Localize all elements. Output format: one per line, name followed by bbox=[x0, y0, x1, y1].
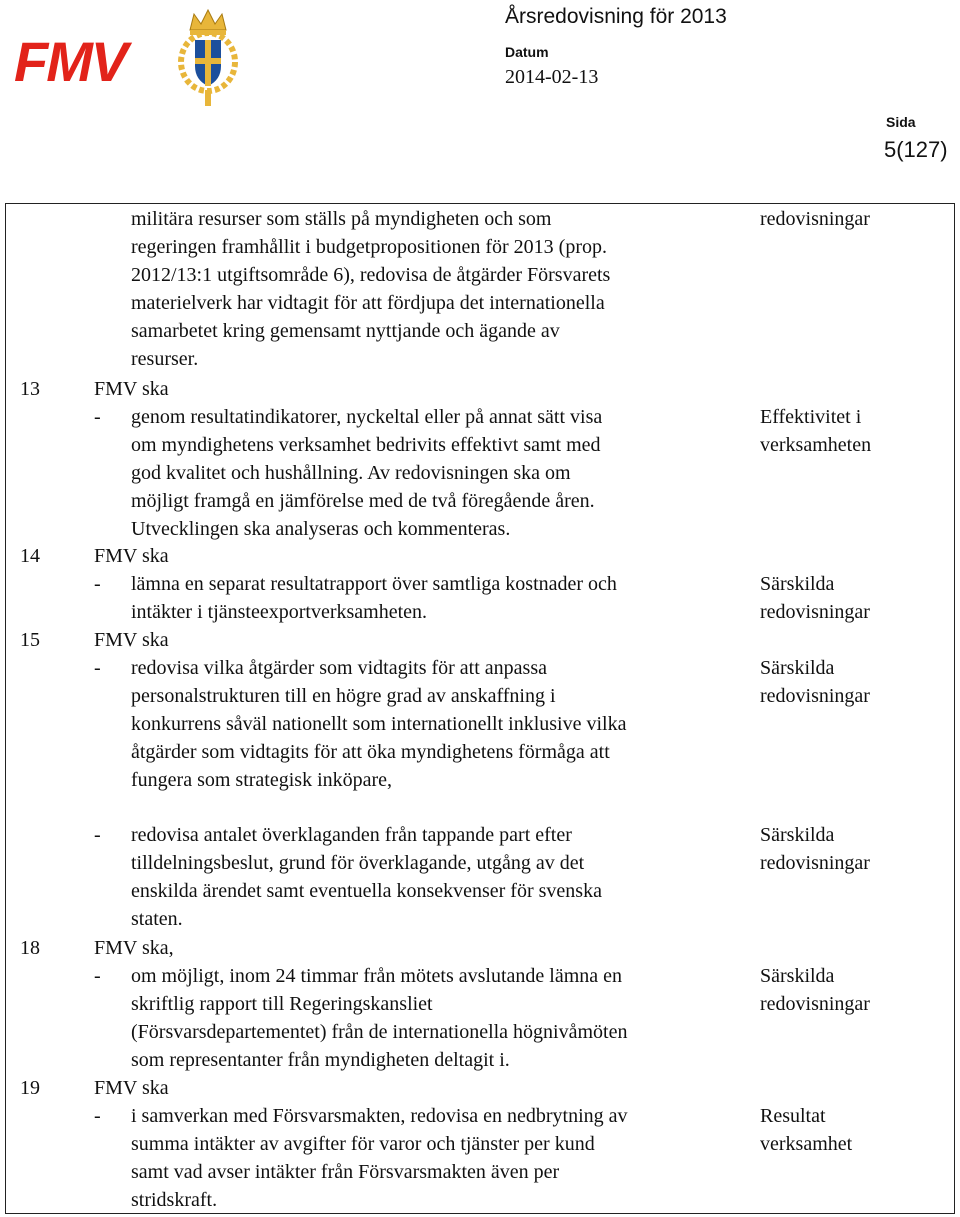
requirements-table bbox=[5, 203, 955, 1214]
requirement-text bbox=[94, 626, 744, 794]
report-category: Effektivitet i verksamheten bbox=[760, 406, 872, 456]
report-category: Resultat verksamhet bbox=[760, 1105, 853, 1155]
list-item: - i samverkan med Försvarsmakten, redovisa en nedbrytning av summa intäkter av avgifter för varor och tjänster per kund samt vad avser intäkter från Försvarsmakten även per stridskraft. bbox=[94, 1105, 628, 1211]
requirement-text bbox=[94, 934, 744, 1074]
list-item: - om möjligt, inom 24 timmar från mötets avslutande lämna en skriftlig rapport till Regeringskansliet (Försvarsdepartementet) från de internationella högnivåmöten som representanter från myndigheten deltagit i. bbox=[94, 965, 628, 1071]
crown-emblem-icon bbox=[178, 8, 238, 108]
document-title: Årsredovisning för 2013 bbox=[505, 5, 727, 28]
list-item: - redovisa antalet överklaganden från tappande part efter tilldelningsbeslut, grund för överklagande, utgång av det enskilda ärendet samt eventuella konsekvenser för svenska staten. bbox=[94, 824, 602, 930]
requirement-text: militära resurser som ställs på myndigheten och som regeringen framhållit i budgetpropositionen för 2013 (prop. 2012/13:1 utgiftsområde 6), redovisa de åtgärder Försvarets materielverk har vidtagit för att fördjupa det internationella samarbetet kring gemensamt nyttjande och ägande av resurser. bbox=[131, 208, 611, 370]
row-heading: FMV ska bbox=[94, 378, 169, 400]
row-heading: FMV ska bbox=[94, 1077, 169, 1099]
list-item: - redovisa vilka åtgärder som vidtagits för att anpassa personalstrukturen till en högre grad av anskaffning i konkurrens såväl nationellt som internationellt inklusive vilka åtgärder som vidtagits för att öka myndighetens förmåga att fungera som strategisk inköpare, bbox=[94, 657, 627, 791]
date-value: 2014-02-13 bbox=[505, 66, 599, 88]
row-heading: FMV ska bbox=[94, 545, 169, 567]
report-category: Särskilda redovisningar bbox=[760, 965, 870, 1015]
report-category: Särskilda redovisningar bbox=[760, 657, 870, 707]
date-label: Datum bbox=[505, 44, 549, 60]
row-number: 15 bbox=[20, 629, 40, 651]
report-category: Särskilda redovisningar bbox=[760, 824, 870, 874]
fmv-logo: FMV bbox=[14, 30, 127, 93]
page-number: 5(127) bbox=[884, 137, 948, 162]
row-heading: FMV ska bbox=[94, 629, 169, 651]
requirement-text bbox=[94, 821, 744, 933]
requirement-text bbox=[94, 542, 744, 626]
row-number: 14 bbox=[20, 545, 40, 567]
page-label: Sida bbox=[886, 114, 916, 130]
list-item: - genom resultatindikatorer, nyckeltal eller på annat sätt visa om myndighetens verksamhet bedrivits effektivt samt med god kvalitet och hushållning. Av redovisningen ska om möjligt framgå en jämförelse med de två föregående åren. Utvecklingen ska analyseras och kommenteras. bbox=[94, 406, 603, 540]
row-number: 18 bbox=[20, 937, 40, 959]
row-heading: FMV ska, bbox=[94, 937, 174, 959]
list-item: - lämna en separat resultatrapport över samtliga kostnader och intäkter i tjänsteexportverksamheten. bbox=[94, 573, 617, 623]
row-number: 19 bbox=[20, 1077, 40, 1099]
report-category: redovisningar bbox=[760, 208, 870, 230]
report-category: Särskilda redovisningar bbox=[760, 573, 870, 623]
requirement-text bbox=[94, 1074, 744, 1214]
row-number: 13 bbox=[20, 378, 40, 400]
requirement-text bbox=[94, 375, 744, 543]
